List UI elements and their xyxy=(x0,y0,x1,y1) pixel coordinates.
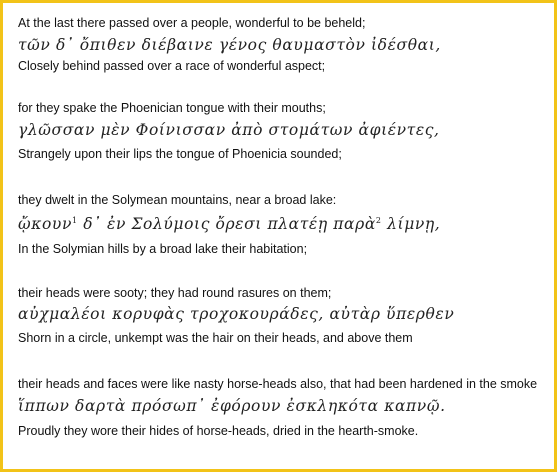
literal-translation-line: their heads and faces were like nasty horse-heads also, that had been hardened in the smoke xyxy=(18,377,538,391)
verse-translation-line: Proudly they wore their hides of horse-heads, dried in the hearth-smoke. xyxy=(18,424,419,438)
greek-verse-text: λίμνῃ, xyxy=(381,215,441,233)
verse-translation-line: Closely behind passed over a race of wonderful aspect; xyxy=(18,59,326,73)
footnote-marker: 2 xyxy=(375,216,382,225)
greek-verse-line: αὐχμαλέοι κορυφὰς τροχοκουράδες, αὐτὰρ ὕπερθεν xyxy=(18,305,455,323)
verse-translation-line: In the Solymian hills by a broad lake their habitation; xyxy=(18,242,308,256)
greek-verse-line: ἵππων δαρτὰ πρόσωπ᾽ ἐφόρουν ἐσκληκότα καπνῷ. xyxy=(18,397,446,415)
verse-translation-line: Strangely upon their lips the tongue of Phoenicia sounded; xyxy=(18,147,342,161)
greek-verse-text: ᾤκουν xyxy=(18,215,72,233)
literal-translation-line: they dwelt in the Solymean mountains, near a broad lake: xyxy=(18,193,337,207)
verse-translation-line: Shorn in a circle, unkempt was the hair on their heads, and above them xyxy=(18,331,413,345)
greek-verse-line: τῶν δ᾽ ὄπιθεν διέβαινε γένος θαυμαστὸν ἰδέσθαι, xyxy=(18,36,441,54)
footnote-marker: 1 xyxy=(71,216,78,225)
greek-verse-text: δ᾽ ἐν Σολύμοις ὄρεσι πλατέῃ παρὰ xyxy=(77,215,376,233)
literal-translation-line: for they spake the Phoenician tongue with their mouths; xyxy=(18,101,326,115)
greek-verse-line: γλῶσσαν μὲν Φοίνισσαν ἀπὸ στομάτων ἀφιέντες, xyxy=(18,121,440,139)
literal-translation-line: their heads were sooty; they had round rasures on them; xyxy=(18,286,332,300)
literal-translation-line: At the last there passed over a people, wonderful to be beheld; xyxy=(18,16,366,30)
greek-verse-line xyxy=(18,215,440,233)
